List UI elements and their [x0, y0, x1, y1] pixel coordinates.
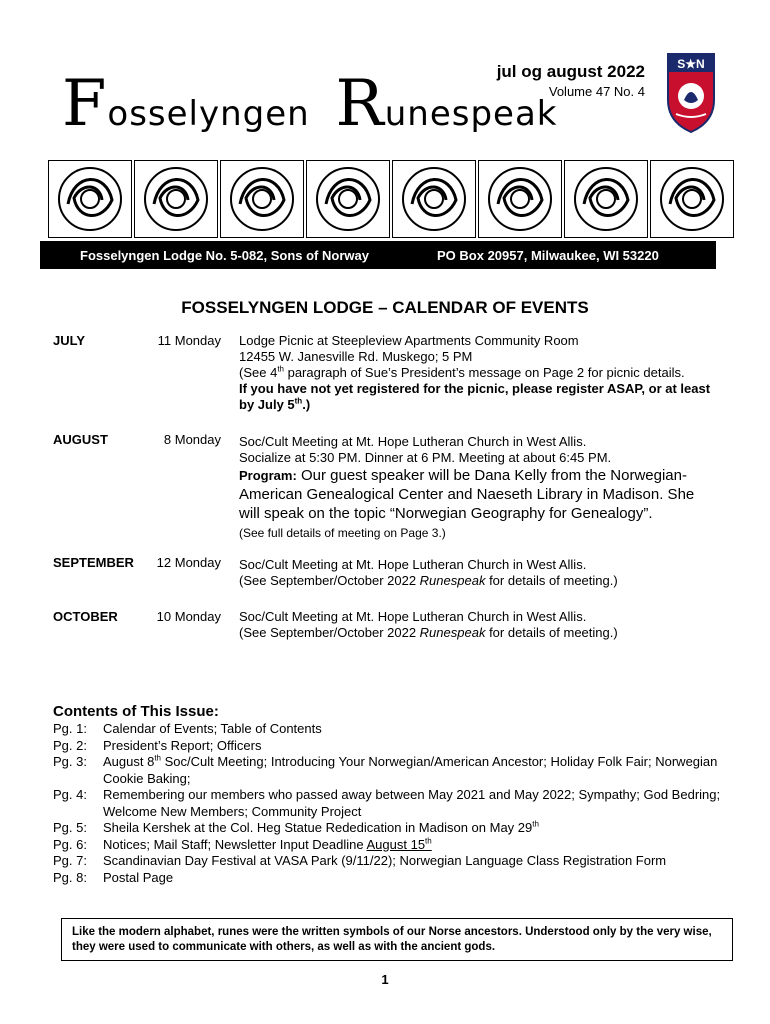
knotwork-icon — [138, 164, 214, 234]
event-line: (See September/October 2022 Runespeak for details of meeting.) — [239, 625, 618, 640]
event-month: OCTOBER — [53, 609, 118, 624]
event-line: (See September/October 2022 Runespeak for details of meeting.) — [239, 573, 618, 588]
event-month: AUGUST — [53, 432, 108, 447]
event-date: 11 Monday — [157, 333, 221, 348]
event-details — [239, 333, 719, 413]
runestone-tile — [478, 160, 562, 238]
rune-stone-banner — [48, 160, 734, 238]
event-line: Soc/Cult Meeting at Mt. Hope Lutheran Church in West Allis. — [239, 609, 587, 624]
event-details — [239, 609, 719, 641]
issue-info — [470, 62, 645, 99]
rune-note-box: Like the modern alphabet, runes were the written symbols of our Norse ancestors. Understood only by the very wise, they were used to communicate with others, as well as with the ancient gods. — [61, 918, 733, 961]
knotwork-icon — [654, 164, 730, 234]
runestone-tile — [650, 160, 734, 238]
runestone-tile — [48, 160, 132, 238]
runestone-tile — [220, 160, 304, 238]
issue-date: jul og august 2022 — [496, 62, 645, 81]
runestone-tile — [134, 160, 218, 238]
toc-item: Pg. 8: Postal Page — [53, 869, 174, 885]
title-initial-r: R — [335, 67, 385, 141]
sons-of-norway-crest-icon — [666, 52, 716, 134]
event-line: Soc/Cult Meeting at Mt. Hope Lutheran Church in West Allis. — [239, 557, 587, 572]
toc-item: Pg. 2: President’s Report; Officers — [53, 737, 262, 753]
event-details — [239, 434, 719, 541]
toc-item: Pg. 7: Scandinavian Day Festival at VASA Park (9/11/22); Norwegian Language Class Registration Form — [53, 853, 667, 868]
title-word-1: osselyngen — [107, 94, 310, 134]
lodge-info-bar — [40, 241, 716, 269]
toc-item: Pg. 4: Remembering our members who passed away between May 2021 and May 2022; Sympathy; God Bedring; Welcome New Members; Community Project — [53, 787, 721, 819]
event-details — [239, 557, 719, 589]
knotwork-icon — [396, 164, 472, 234]
event-date: 12 Monday — [156, 555, 221, 570]
knotwork-icon — [52, 164, 128, 234]
crest-text: S★N — [677, 57, 705, 71]
event-line: Socialize at 5:30 PM. Dinner at 6 PM. Meeting at about 6:45 PM. — [239, 450, 612, 465]
runestone-tile — [392, 160, 476, 238]
event-line: Lodge Picnic at Steepleview Apartments Community Room — [239, 333, 579, 348]
contents-title: Contents of This Issue: — [53, 703, 219, 720]
knotwork-icon — [482, 164, 558, 234]
event-line-bold: If you have not yet registered for the picnic, please register ASAP, or at least by July 5th.) — [239, 381, 711, 412]
event-line: (See 4th paragraph of Sue’s President’s message on Page 2 for picnic details. — [239, 364, 685, 380]
volume-number: Volume 47 No. 4 — [548, 84, 645, 99]
runestone-tile — [564, 160, 648, 238]
toc-item: Pg. 1: Calendar of Events; Table of Contents — [53, 721, 322, 736]
event-program: Program: Our guest speaker will be Dana Kelly from the Norwegian-American Genealogical Center and Naeseth Library in Madison. She will speak on the topic “Norwegian Geography for Genealogy”. — [239, 467, 695, 522]
calendar-title: FOSSELYNGEN LODGE – CALENDAR OF EVENTS — [181, 298, 589, 317]
event-month: JULY — [53, 333, 86, 348]
event-date: 10 Monday — [156, 609, 221, 624]
lodge-address: PO Box 20957, Milwaukee, WI 53220 — [437, 247, 659, 263]
knotwork-icon — [310, 164, 386, 234]
event-line: 12455 W. Janesville Rd. Muskego; 5 PM — [239, 349, 473, 364]
event-september — [53, 555, 733, 591]
lodge-name: Fosselyngen Lodge No. 5-082, Sons of Norway — [80, 247, 369, 263]
event-july — [53, 333, 733, 418]
knotwork-icon — [568, 164, 644, 234]
title-initial-f: F — [62, 67, 108, 141]
toc-item: Pg. 3: August 8th Soc/Cult Meeting; Introducing Your Norwegian/American Ancestor; Holiday Folk Fair; Norwegian Cookie Baking; — [53, 753, 718, 786]
event-october — [53, 609, 733, 645]
toc-item: Pg. 6: Notices; Mail Staff; Newsletter Input Deadline August 15th — [53, 836, 432, 852]
event-date: 8 Monday — [163, 432, 221, 447]
toc-item: Pg. 5: Sheila Kershek at the Col. Heg Statue Rededication in Madison on May 29th — [53, 819, 539, 835]
table-of-contents — [53, 721, 733, 886]
event-month: SEPTEMBER — [53, 555, 134, 570]
runestone-tile — [306, 160, 390, 238]
event-line: (See full details of meeting on Page 3.) — [239, 526, 446, 540]
title-word-2: unespeak — [384, 94, 558, 134]
page-number: 1 — [381, 972, 389, 987]
event-august — [53, 432, 733, 542]
knotwork-icon — [224, 164, 300, 234]
event-line: Soc/Cult Meeting at Mt. Hope Lutheran Church in West Allis. — [239, 434, 587, 449]
